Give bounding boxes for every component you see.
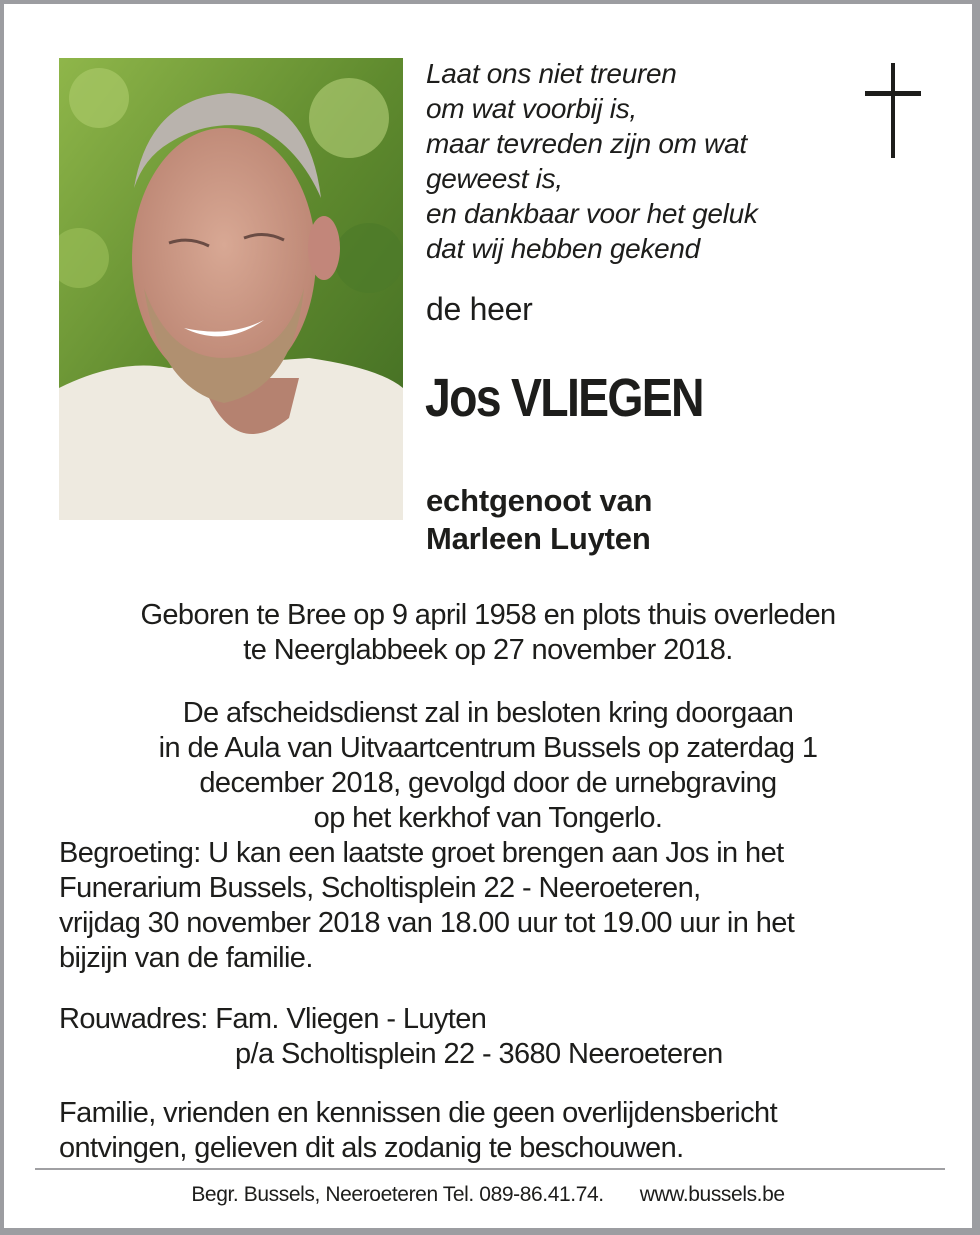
undertaker-info: Begr. Bussels, Neeroeteren Tel. 089-86.41.74.	[191, 1183, 604, 1206]
spouse-info	[426, 482, 652, 558]
poem-line: maar tevreden zijn om wat	[426, 128, 747, 159]
address-line: p/a Scholtisplein 22 - 3680 Neeroeteren	[235, 1038, 723, 1070]
service-info	[4, 696, 972, 836]
text-line: in de Aula van Uitvaartcentrum Bussels op zaterdag 1	[158, 732, 818, 764]
text-line: De afscheidsdienst zal in besloten kring doorgaan	[182, 697, 794, 729]
text-line: Geboren te Bree op 9 april 1958 en plots thuis overleden	[140, 599, 836, 631]
divider	[35, 1168, 945, 1170]
address-line: Rouwadres: Fam. Vliegen - Luyten	[59, 1003, 487, 1035]
poem-line: geweest is,	[426, 163, 563, 194]
visitation-info	[59, 836, 794, 976]
notice	[59, 1096, 777, 1166]
memorial-poem	[426, 56, 758, 266]
poem-line: dat wij hebben gekend	[426, 233, 700, 264]
poem-line: en dankbaar voor het geluk	[426, 198, 758, 229]
salutation: de heer	[426, 291, 533, 327]
spouse-name: Marleen Luyten	[426, 521, 651, 556]
cross-icon	[865, 63, 921, 158]
poem-line: Laat ons niet treuren	[426, 58, 677, 89]
text-line: Funerarium Bussels, Scholtisplein 22 - Neeroeteren,	[59, 872, 701, 904]
text-line: vrijdag 30 november 2018 van 18.00 uur tot 19.00 uur in het	[59, 907, 795, 939]
text-line: te Neerglabbeek op 27 november 2018.	[243, 634, 733, 666]
poem-line: om wat voorbij is,	[426, 93, 637, 124]
deceased-name: Jos VLIEGEN	[425, 368, 703, 428]
text-line: Begroeting: U kan een laatste groet brengen aan Jos in het	[59, 837, 784, 869]
mourning-address	[59, 1002, 723, 1072]
website-link[interactable]: www.bussels.be	[639, 1183, 785, 1206]
obituary-card	[4, 4, 972, 1228]
footer	[4, 1183, 972, 1207]
relation-label: echtgenoot van	[426, 483, 653, 518]
text-line: op het kerkhof van Tongerlo.	[313, 802, 663, 834]
portrait-photo	[59, 58, 403, 520]
text-line: Familie, vrienden en kennissen die geen overlijdensbericht	[59, 1097, 778, 1129]
text-line: bijzijn van de familie.	[59, 942, 313, 974]
text-line: ontvingen, gelieven dit als zodanig te beschouwen.	[59, 1132, 684, 1164]
birth-death-info	[4, 598, 972, 668]
text-line: december 2018, gevolgd door de urnebgraving	[199, 767, 777, 799]
